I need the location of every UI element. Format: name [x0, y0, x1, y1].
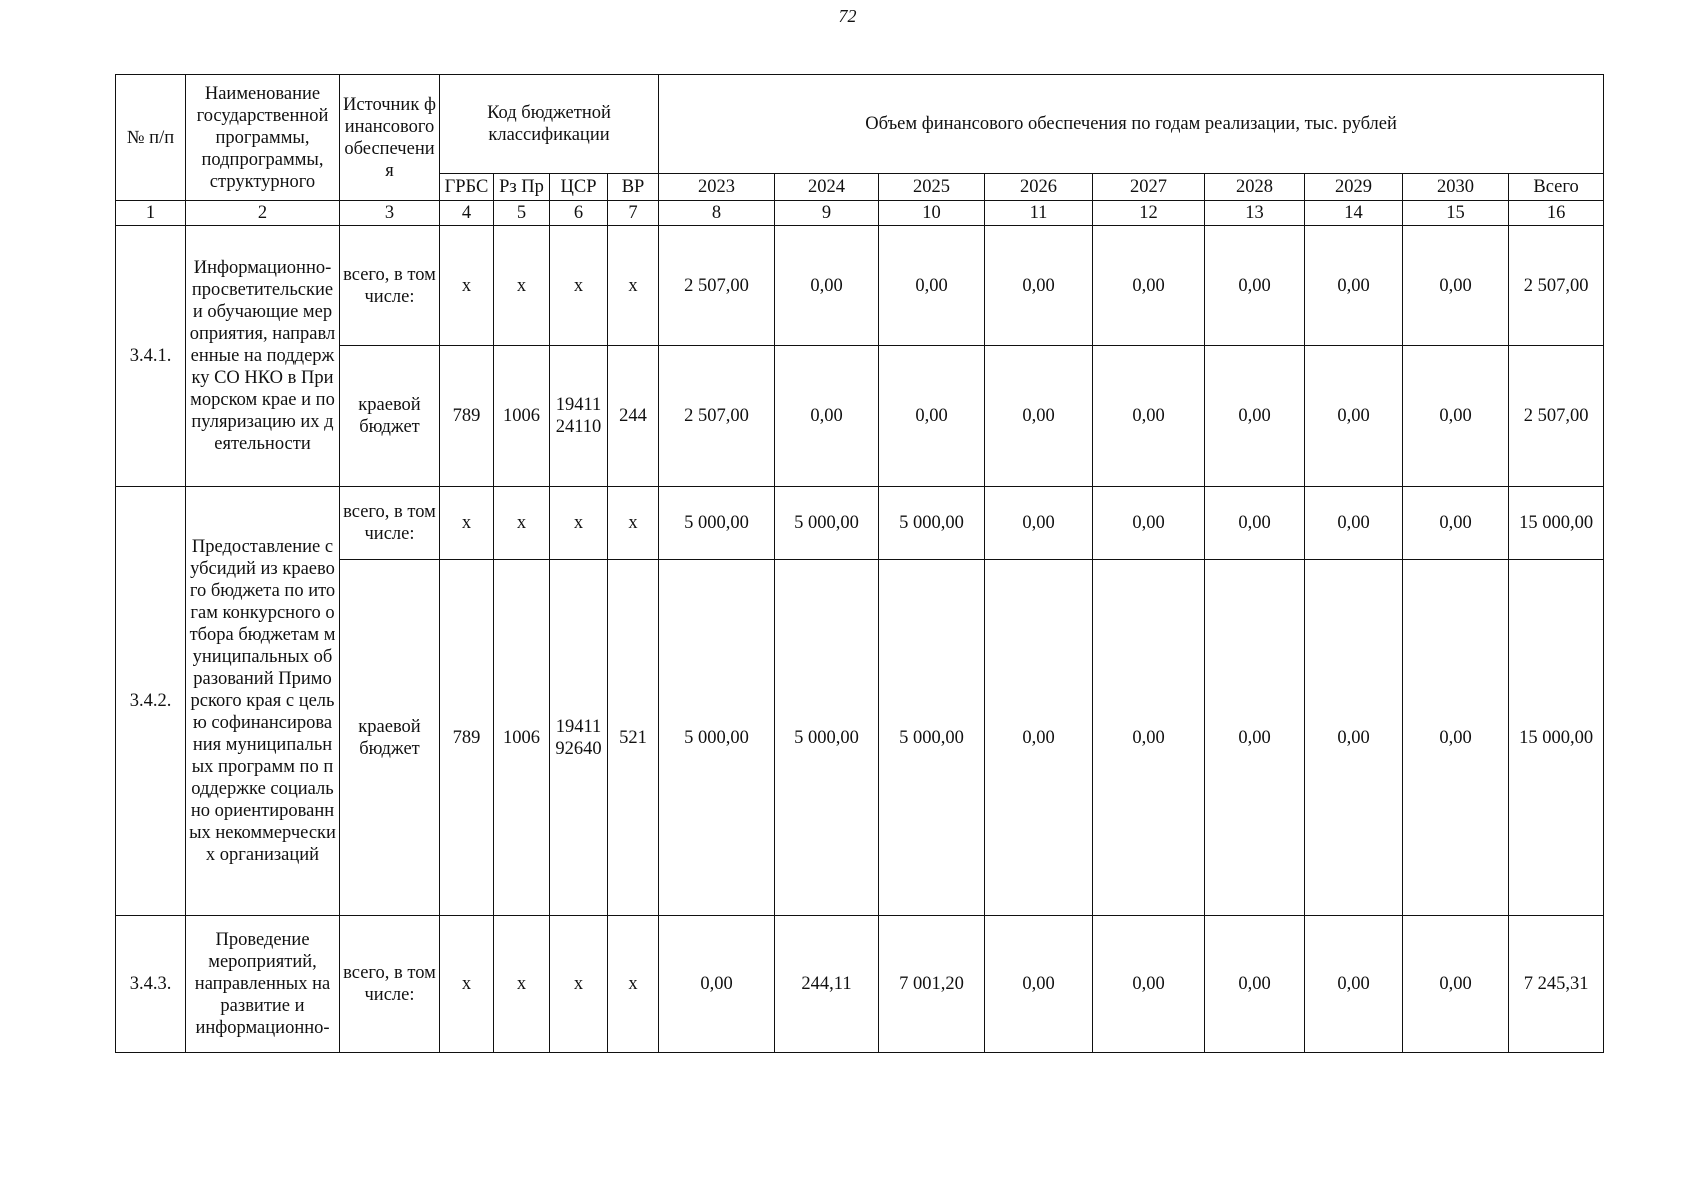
col-number: 6: [550, 201, 608, 226]
row-id: 3.4.2.: [116, 487, 186, 916]
value-cell: 5 000,00: [775, 560, 879, 916]
value-cell: 5 000,00: [879, 560, 985, 916]
vr-cell: 244: [608, 346, 659, 487]
value-cell: 0,00: [1093, 560, 1205, 916]
csr-cell: х: [550, 916, 608, 1053]
value-cell: 0,00: [1305, 487, 1403, 560]
vr-cell: х: [608, 487, 659, 560]
value-cell: 0,00: [775, 226, 879, 346]
rzpr-cell: 1006: [494, 346, 550, 487]
csr-cell: 1941124110: [550, 346, 608, 487]
value-cell: 0,00: [1305, 560, 1403, 916]
header-year: 2026: [985, 174, 1093, 201]
header-vr: ВР: [608, 174, 659, 201]
col-number: 5: [494, 201, 550, 226]
col-number: 3: [340, 201, 440, 226]
value-cell: 0,00: [1403, 487, 1509, 560]
total-cell: 2 507,00: [1509, 346, 1604, 487]
vr-cell: х: [608, 916, 659, 1053]
value-cell: 0,00: [775, 346, 879, 487]
page-number: 72: [838, 6, 857, 26]
col-number: 9: [775, 201, 879, 226]
source-cell: краевой бюджет: [340, 560, 440, 916]
header-year: 2024: [775, 174, 879, 201]
grbs-cell: х: [440, 487, 494, 560]
value-cell: 2 507,00: [659, 346, 775, 487]
value-cell: 0,00: [1205, 487, 1305, 560]
grbs-cell: х: [440, 226, 494, 346]
header-num: № п/п: [116, 75, 186, 201]
value-cell: 5 000,00: [659, 487, 775, 560]
value-cell: 0,00: [1305, 346, 1403, 487]
value-cell: 0,00: [985, 560, 1093, 916]
row-name: Проведение мероприятий, направленных на развитие и информационно-: [186, 916, 340, 1053]
header-year: 2027: [1093, 174, 1205, 201]
value-cell: 0,00: [1305, 226, 1403, 346]
value-cell: 0,00: [985, 487, 1093, 560]
value-cell: 5 000,00: [879, 487, 985, 560]
csr-cell: 1941192640: [550, 560, 608, 916]
row-name: Информационно-просветительские и обучающие мероприятия, направленные на поддержку СО НКО в Приморском крае и популяризацию их деятельности: [186, 226, 340, 487]
header-year: 2028: [1205, 174, 1305, 201]
value-cell: 0,00: [1403, 916, 1509, 1053]
header-volume-group: Объем финансового обеспечения по годам реализации, тыс. рублей: [659, 75, 1604, 174]
value-cell: 5 000,00: [659, 560, 775, 916]
rzpr-cell: х: [494, 916, 550, 1053]
value-cell: 0,00: [1205, 346, 1305, 487]
row-name: Предоставление субсидий из краевого бюджета по итогам конкурсного отбора бюджетам муниципальных образований Приморского края с целью софинансирования муниципальных программ по поддержке социально ориентированных некоммерческих организаций: [186, 487, 340, 916]
table-row: [116, 487, 1604, 560]
value-cell: 0,00: [985, 346, 1093, 487]
grbs-cell: х: [440, 916, 494, 1053]
col-number: 2: [186, 201, 340, 226]
col-number: 4: [440, 201, 494, 226]
csr-cell: х: [550, 487, 608, 560]
header-year: 2025: [879, 174, 985, 201]
header-name: Наименование государственной программы, подпрограммы, структурного: [186, 75, 340, 201]
vr-cell: х: [608, 226, 659, 346]
value-cell: 0,00: [1403, 560, 1509, 916]
value-cell: 0,00: [985, 226, 1093, 346]
source-cell: всего, в том числе:: [340, 226, 440, 346]
row-id: 3.4.1.: [116, 226, 186, 487]
value-cell: 2 507,00: [659, 226, 775, 346]
col-number: 14: [1305, 201, 1403, 226]
total-cell: 7 245,31: [1509, 916, 1604, 1053]
header-rzpr: Рз Пр: [494, 174, 550, 201]
grbs-cell: 789: [440, 346, 494, 487]
value-cell: 0,00: [1403, 346, 1509, 487]
col-number: 16: [1509, 201, 1604, 226]
col-number: 7: [608, 201, 659, 226]
csr-cell: х: [550, 226, 608, 346]
total-cell: 15 000,00: [1509, 487, 1604, 560]
header-csr: ЦСР: [550, 174, 608, 201]
header-year: 2029: [1305, 174, 1403, 201]
value-cell: 0,00: [1305, 916, 1403, 1053]
value-cell: 0,00: [1093, 916, 1205, 1053]
header-grbs: ГРБС: [440, 174, 494, 201]
value-cell: 0,00: [879, 346, 985, 487]
total-cell: 15 000,00: [1509, 560, 1604, 916]
value-cell: 0,00: [1093, 487, 1205, 560]
value-cell: 5 000,00: [775, 487, 879, 560]
col-number: 1: [116, 201, 186, 226]
source-cell: всего, в том числе:: [340, 916, 440, 1053]
col-number: 15: [1403, 201, 1509, 226]
table-row: [116, 916, 1604, 1053]
vr-cell: 521: [608, 560, 659, 916]
budget-table: [115, 74, 1604, 1053]
rzpr-cell: х: [494, 226, 550, 346]
total-cell: 2 507,00: [1509, 226, 1604, 346]
value-cell: 0,00: [659, 916, 775, 1053]
row-id: 3.4.3.: [116, 916, 186, 1053]
table-row: [116, 560, 1604, 916]
header-code-group: Код бюджетной классификации: [440, 75, 659, 174]
rzpr-cell: х: [494, 487, 550, 560]
value-cell: 0,00: [1205, 916, 1305, 1053]
value-cell: 0,00: [879, 226, 985, 346]
value-cell: 0,00: [1093, 346, 1205, 487]
col-number: 11: [985, 201, 1093, 226]
table-row: [116, 226, 1604, 346]
table-row: [116, 346, 1604, 487]
header-year: 2030: [1403, 174, 1509, 201]
value-cell: 0,00: [985, 916, 1093, 1053]
value-cell: 0,00: [1093, 226, 1205, 346]
header-total: Всего: [1509, 174, 1604, 201]
header-source: Источник финансового обеспечения: [340, 75, 440, 201]
value-cell: 244,11: [775, 916, 879, 1053]
col-number: 13: [1205, 201, 1305, 226]
value-cell: 0,00: [1403, 226, 1509, 346]
value-cell: 0,00: [1205, 226, 1305, 346]
header-year: 2023: [659, 174, 775, 201]
col-number: 8: [659, 201, 775, 226]
column-number-row: [116, 201, 1604, 226]
grbs-cell: 789: [440, 560, 494, 916]
col-number: 12: [1093, 201, 1205, 226]
source-cell: краевой бюджет: [340, 346, 440, 487]
source-cell: всего, в том числе:: [340, 487, 440, 560]
col-number: 10: [879, 201, 985, 226]
header-row-1: [116, 75, 1604, 174]
value-cell: 7 001,20: [879, 916, 985, 1053]
rzpr-cell: 1006: [494, 560, 550, 916]
value-cell: 0,00: [1205, 560, 1305, 916]
